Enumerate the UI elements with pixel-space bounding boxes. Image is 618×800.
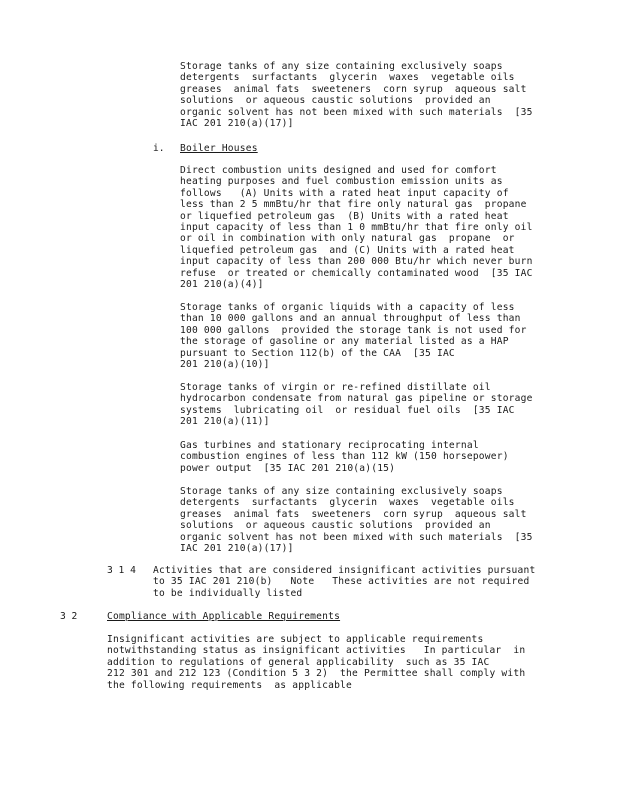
section-i-item-5: Storage tanks of any size containing exclusively soaps detergents surfactants glycerin waxes vegetable oils greases animal fats sweeteners corn syrup aqueous salt solutions or aqueous caustic solutions provided an organic solvent has not been mixed with such materials [35 IAC 201 210(a)(17)] [180,486,533,555]
section-i-heading: Boiler Houses [180,143,258,154]
section-i-item-4: Gas turbines and stationary reciprocating internal combustion engines of less than 112 kW (150 horsepower) power output [35 IAC 201 210(a)(15) [180,440,509,474]
section-3-2-heading: Compliance with Applicable Requirements [107,611,341,622]
section-i-item-2: Storage tanks of organic liquids with a capacity of less than 10 000 gallons and an annual throughput of less than 100 000 gallons provided the storage tank is not used for the storage of gasoline or any material listed as a HAP pursuant to Section 112(b) of the CAA [35 IAC 201 210(a)(10)] [180,302,527,371]
section-i-item-3: Storage tanks of virgin or re-refined distillate oil hydrocarbon condensate from natural gas pipeline or storage systems lubricating oil or residual fuel oils [35 IAC 201 210(a)(11)] [180,382,533,428]
item-3-1-4-number: 3 1 4 [107,565,136,576]
section-3-2-number: 3 2 [60,611,78,622]
item-3-1-4-text: Activities that are considered insignificant activities pursuant to 35 IAC 201 210(b) Note These activities are not required to be individually listed [153,565,536,599]
top-paragraph: Storage tanks of any size containing exclusively soaps detergents surfactants glycerin waxes vegetable oils greases animal fats sweeteners corn syrup aqueous salt solutions or aqueous caustic solutions provided an organic solvent has not been mixed with such materials [35 IAC 201 210(a)(17)] [180,61,533,130]
section-i-number: i. [153,143,165,154]
section-i-item-1: Direct combustion units designed and used for comfort heating purposes and fuel combustion emission units as follows (A) Units with a rated heat input capacity of less than 2 5 mmBtu/hr that fire only natural gas propane or liquefied petroleum gas (B) Units with a rated heat input capacity of less than 1 0 mmBtu/hr that fire only oil or oil in combination with only natural gas propane or liquefied petroleum gas and (C) Units with a rated heat input capacity of less than 200 000 Btu/hr which never burn refuse or treated or chemically contaminated wood [35 IAC 201 210(a)(4)] [180,165,533,291]
section-3-2-paragraph: Insignificant activities are subject to applicable requirements notwithstanding status as insignificant activities In particular in addition to regulations of general applicability such as 35 IAC 212 301 and 212 123 (Condition 5 3 2) the Permittee shall comply with the following requirements as applicable [107,634,526,691]
